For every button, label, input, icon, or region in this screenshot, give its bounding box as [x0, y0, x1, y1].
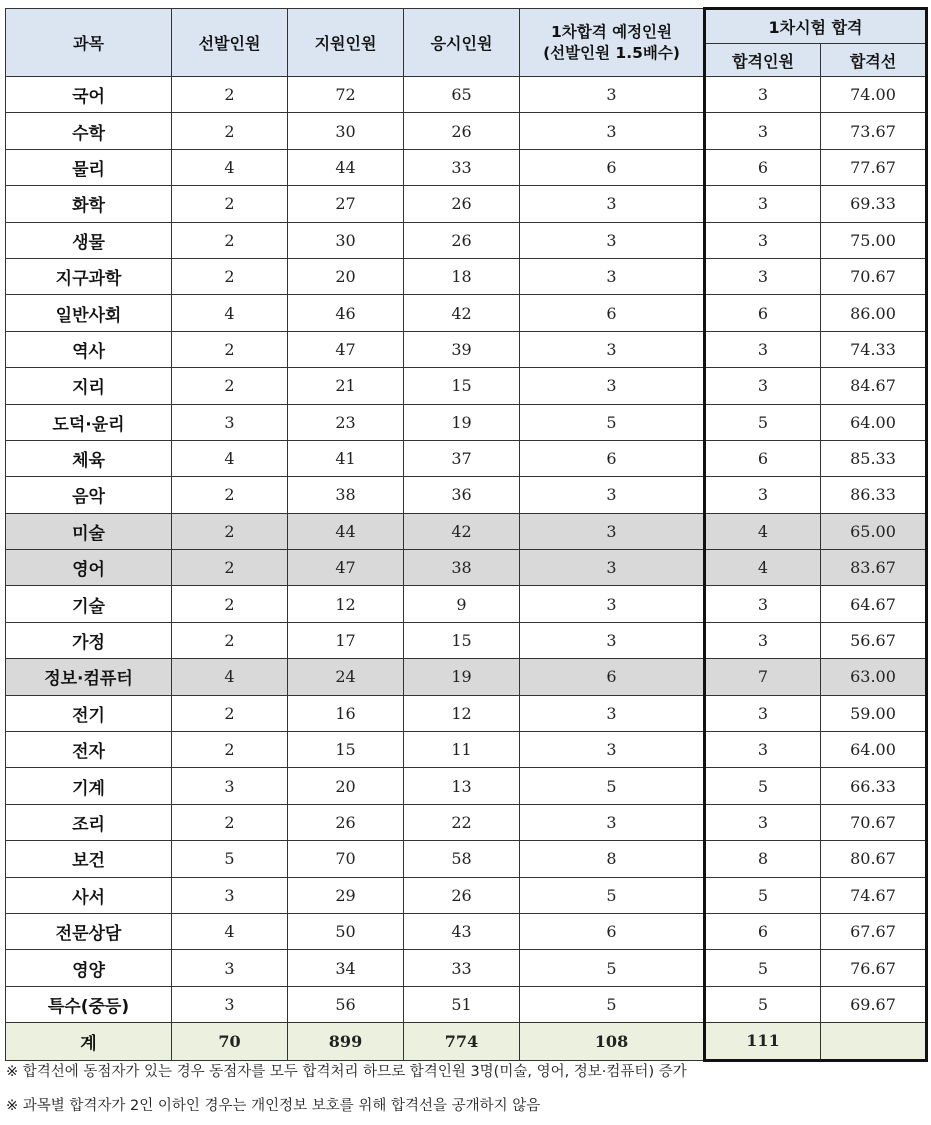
cell-passed: 4 — [705, 513, 821, 549]
cell-passed: 5 — [705, 877, 821, 913]
cell-applicants: 26 — [288, 804, 404, 840]
table-row — [6, 331, 927, 367]
cell-selection: 4 — [172, 149, 288, 185]
cell-examinees: 39 — [404, 331, 520, 367]
cell-selection: 2 — [172, 258, 288, 294]
cell-examinees: 26 — [404, 222, 520, 258]
header-passed: 합격인원 — [705, 44, 821, 77]
cell-passed: 4 — [705, 550, 821, 586]
cell-expected: 108 — [520, 1023, 705, 1060]
cell-subject: 전기 — [6, 695, 172, 731]
results-table-container — [5, 7, 926, 1062]
cell-subject: 지구과학 — [6, 258, 172, 294]
cell-passed: 3 — [705, 586, 821, 622]
cell-cutoff: 86.00 — [821, 295, 927, 331]
cell-expected: 3 — [520, 586, 705, 622]
cell-passed: 6 — [705, 440, 821, 476]
header-cutoff: 합격선 — [821, 44, 927, 77]
table-row — [6, 586, 927, 622]
cell-applicants: 17 — [288, 622, 404, 658]
cell-examinees: 11 — [404, 732, 520, 768]
table-row — [6, 77, 927, 113]
table-row — [6, 877, 927, 913]
footnote: ※ 합격선에 동점자가 있는 경우 동점자를 모두 합격처리 하므로 합격인원 3명(미술, 영어, 정보·컴퓨터) 증가 — [6, 1064, 687, 1080]
cell-applicants: 72 — [288, 77, 404, 113]
table-row — [6, 986, 927, 1022]
cell-expected: 3 — [520, 550, 705, 586]
cell-examinees: 26 — [404, 877, 520, 913]
cell-examinees: 26 — [404, 186, 520, 222]
cell-expected: 3 — [520, 477, 705, 513]
cell-subject: 조리 — [6, 804, 172, 840]
cell-applicants: 46 — [288, 295, 404, 331]
cell-cutoff: 56.67 — [821, 622, 927, 658]
cell-selection: 2 — [172, 804, 288, 840]
cell-passed: 5 — [705, 768, 821, 804]
cell-selection: 4 — [172, 659, 288, 695]
cell-expected: 5 — [520, 404, 705, 440]
cell-selection: 70 — [172, 1023, 288, 1060]
cell-subject: 생물 — [6, 222, 172, 258]
cell-subject: 지리 — [6, 368, 172, 404]
cell-cutoff: 66.33 — [821, 768, 927, 804]
cell-expected: 6 — [520, 659, 705, 695]
cell-cutoff: 70.67 — [821, 804, 927, 840]
cell-subject: 수학 — [6, 113, 172, 149]
table-row — [6, 186, 927, 222]
cell-examinees: 42 — [404, 513, 520, 549]
cell-cutoff: 75.00 — [821, 222, 927, 258]
cell-examinees: 18 — [404, 258, 520, 294]
cell-selection: 3 — [172, 404, 288, 440]
header-expected-line1: 1차합격 예정인원 — [551, 22, 672, 41]
cell-passed: 3 — [705, 222, 821, 258]
table-row — [6, 695, 927, 731]
cell-cutoff: 74.00 — [821, 77, 927, 113]
cell-applicants: 23 — [288, 404, 404, 440]
cell-selection: 3 — [172, 986, 288, 1022]
cell-expected: 5 — [520, 986, 705, 1022]
cell-applicants: 24 — [288, 659, 404, 695]
cell-examinees: 13 — [404, 768, 520, 804]
cell-passed: 3 — [705, 113, 821, 149]
cell-examinees: 33 — [404, 950, 520, 986]
cell-examinees: 9 — [404, 586, 520, 622]
cell-passed: 3 — [705, 258, 821, 294]
cell-selection: 2 — [172, 186, 288, 222]
table-row — [6, 550, 927, 586]
cell-subject: 보건 — [6, 841, 172, 877]
cell-passed: 8 — [705, 841, 821, 877]
cell-passed: 3 — [705, 186, 821, 222]
table-row — [6, 950, 927, 986]
cell-subject: 국어 — [6, 77, 172, 113]
cell-passed: 6 — [705, 295, 821, 331]
cell-cutoff: 70.67 — [821, 258, 927, 294]
cell-subject: 역사 — [6, 331, 172, 367]
cell-examinees: 38 — [404, 550, 520, 586]
cell-selection: 2 — [172, 368, 288, 404]
cell-passed: 3 — [705, 77, 821, 113]
cell-applicants: 56 — [288, 986, 404, 1022]
cell-subject: 도덕·윤리 — [6, 404, 172, 440]
cell-applicants: 34 — [288, 950, 404, 986]
cell-cutoff: 77.67 — [821, 149, 927, 185]
cell-examinees: 37 — [404, 440, 520, 476]
cell-cutoff: 63.00 — [821, 659, 927, 695]
cell-passed: 3 — [705, 804, 821, 840]
cell-expected: 5 — [520, 768, 705, 804]
cell-expected: 3 — [520, 695, 705, 731]
cell-subject: 특수(중등) — [6, 986, 172, 1022]
cell-selection: 2 — [172, 695, 288, 731]
cell-cutoff: 64.67 — [821, 586, 927, 622]
cell-applicants: 899 — [288, 1023, 404, 1060]
cell-selection: 2 — [172, 222, 288, 258]
table-row — [6, 222, 927, 258]
table-row — [6, 477, 927, 513]
cell-subject: 전문상담 — [6, 913, 172, 949]
header-group-first-exam: 1차시험 합격 — [705, 9, 927, 44]
cell-applicants: 70 — [288, 841, 404, 877]
cell-expected: 3 — [520, 186, 705, 222]
cell-subject: 계 — [6, 1023, 172, 1060]
cell-subject: 정보·컴퓨터 — [6, 659, 172, 695]
cell-subject: 물리 — [6, 149, 172, 185]
cell-passed: 3 — [705, 331, 821, 367]
cell-passed: 3 — [705, 368, 821, 404]
cell-applicants: 20 — [288, 258, 404, 294]
cell-selection: 4 — [172, 440, 288, 476]
cell-expected: 3 — [520, 368, 705, 404]
table-row — [6, 913, 927, 949]
table-row — [6, 113, 927, 149]
cell-subject: 기술 — [6, 586, 172, 622]
cell-expected: 6 — [520, 149, 705, 185]
cell-passed: 6 — [705, 913, 821, 949]
cell-cutoff: 64.00 — [821, 404, 927, 440]
cell-selection: 2 — [172, 513, 288, 549]
cell-expected: 6 — [520, 913, 705, 949]
cell-passed: 5 — [705, 404, 821, 440]
cell-examinees: 43 — [404, 913, 520, 949]
header-examinees: 응시인원 — [404, 9, 520, 77]
cell-selection: 2 — [172, 77, 288, 113]
table-row — [6, 732, 927, 768]
cell-expected: 5 — [520, 950, 705, 986]
cell-examinees: 774 — [404, 1023, 520, 1060]
cell-expected: 3 — [520, 331, 705, 367]
header-expected — [520, 9, 705, 77]
cell-applicants: 21 — [288, 368, 404, 404]
table-row — [6, 258, 927, 294]
cell-applicants: 12 — [288, 586, 404, 622]
table-row — [6, 659, 927, 695]
total-row — [6, 1023, 927, 1060]
cell-passed: 5 — [705, 986, 821, 1022]
table-row — [6, 368, 927, 404]
cell-examinees: 58 — [404, 841, 520, 877]
cell-selection: 3 — [172, 950, 288, 986]
cell-expected: 8 — [520, 841, 705, 877]
cell-selection: 4 — [172, 295, 288, 331]
cell-passed: 6 — [705, 149, 821, 185]
cell-applicants: 16 — [288, 695, 404, 731]
cell-subject: 화학 — [6, 186, 172, 222]
table-row — [6, 440, 927, 476]
header-applicants: 지원인원 — [288, 9, 404, 77]
cell-examinees: 51 — [404, 986, 520, 1022]
cell-selection: 3 — [172, 768, 288, 804]
cell-cutoff: 84.67 — [821, 368, 927, 404]
cell-cutoff: 83.67 — [821, 550, 927, 586]
cell-cutoff — [821, 1023, 927, 1060]
cell-examinees: 12 — [404, 695, 520, 731]
cell-applicants: 15 — [288, 732, 404, 768]
cell-applicants: 30 — [288, 222, 404, 258]
cell-expected: 3 — [520, 513, 705, 549]
cell-cutoff: 85.33 — [821, 440, 927, 476]
cell-applicants: 29 — [288, 877, 404, 913]
cell-passed: 3 — [705, 622, 821, 658]
table-row — [6, 295, 927, 331]
exam-results-table — [5, 7, 928, 1062]
cell-expected: 3 — [520, 113, 705, 149]
cell-cutoff: 69.67 — [821, 986, 927, 1022]
cell-applicants: 50 — [288, 913, 404, 949]
cell-cutoff: 67.67 — [821, 913, 927, 949]
table-header — [6, 9, 927, 77]
cell-selection: 2 — [172, 586, 288, 622]
cell-cutoff: 74.67 — [821, 877, 927, 913]
cell-selection: 4 — [172, 913, 288, 949]
cell-applicants: 20 — [288, 768, 404, 804]
cell-selection: 2 — [172, 113, 288, 149]
cell-examinees: 15 — [404, 368, 520, 404]
footnote: ※ 과목별 합격자가 2인 이하인 경우는 개인정보 보호를 위해 합격선을 공개하지 않음 — [6, 1098, 541, 1114]
cell-subject: 전자 — [6, 732, 172, 768]
cell-subject: 영어 — [6, 550, 172, 586]
cell-expected: 5 — [520, 877, 705, 913]
cell-expected: 3 — [520, 732, 705, 768]
cell-subject: 음악 — [6, 477, 172, 513]
cell-selection: 2 — [172, 331, 288, 367]
cell-cutoff: 76.67 — [821, 950, 927, 986]
table-row — [6, 768, 927, 804]
cell-applicants: 44 — [288, 149, 404, 185]
cell-subject: 기계 — [6, 768, 172, 804]
table-row — [6, 841, 927, 877]
cell-subject: 미술 — [6, 513, 172, 549]
cell-selection: 5 — [172, 841, 288, 877]
cell-cutoff: 64.00 — [821, 732, 927, 768]
table-row — [6, 404, 927, 440]
cell-selection: 2 — [172, 622, 288, 658]
cell-subject: 사서 — [6, 877, 172, 913]
cell-expected: 6 — [520, 440, 705, 476]
cell-cutoff: 65.00 — [821, 513, 927, 549]
cell-expected: 3 — [520, 622, 705, 658]
cell-passed: 3 — [705, 477, 821, 513]
cell-selection: 2 — [172, 732, 288, 768]
cell-passed: 3 — [705, 732, 821, 768]
cell-applicants: 41 — [288, 440, 404, 476]
cell-applicants: 30 — [288, 113, 404, 149]
cell-applicants: 38 — [288, 477, 404, 513]
cell-examinees: 22 — [404, 804, 520, 840]
cell-applicants: 47 — [288, 550, 404, 586]
cell-expected: 6 — [520, 295, 705, 331]
cell-cutoff: 86.33 — [821, 477, 927, 513]
cell-examinees: 36 — [404, 477, 520, 513]
cell-examinees: 26 — [404, 113, 520, 149]
cell-examinees: 42 — [404, 295, 520, 331]
cell-examinees: 15 — [404, 622, 520, 658]
cell-applicants: 44 — [288, 513, 404, 549]
table-row — [6, 804, 927, 840]
cell-passed: 5 — [705, 950, 821, 986]
cell-passed: 7 — [705, 659, 821, 695]
table-row — [6, 513, 927, 549]
cell-examinees: 19 — [404, 659, 520, 695]
cell-passed: 111 — [705, 1023, 821, 1060]
cell-selection: 2 — [172, 477, 288, 513]
cell-expected: 3 — [520, 804, 705, 840]
footnotes — [6, 1057, 927, 1125]
cell-cutoff: 74.33 — [821, 331, 927, 367]
cell-examinees: 19 — [404, 404, 520, 440]
cell-selection: 3 — [172, 877, 288, 913]
cell-subject: 영양 — [6, 950, 172, 986]
header-subject: 과목 — [6, 9, 172, 77]
cell-subject: 체육 — [6, 440, 172, 476]
cell-expected: 3 — [520, 222, 705, 258]
cell-cutoff: 80.67 — [821, 841, 927, 877]
cell-applicants: 47 — [288, 331, 404, 367]
cell-subject: 일반사회 — [6, 295, 172, 331]
cell-subject: 가정 — [6, 622, 172, 658]
header-expected-line2: (선발인원 1.5배수) — [543, 43, 680, 62]
cell-passed: 3 — [705, 695, 821, 731]
cell-expected: 3 — [520, 77, 705, 113]
cell-cutoff: 59.00 — [821, 695, 927, 731]
cell-selection: 2 — [172, 550, 288, 586]
header-selection: 선발인원 — [172, 9, 288, 77]
cell-expected: 3 — [520, 258, 705, 294]
cell-cutoff: 69.33 — [821, 186, 927, 222]
cell-cutoff: 73.67 — [821, 113, 927, 149]
table-body — [6, 77, 927, 1061]
table-row — [6, 149, 927, 185]
table-row — [6, 622, 927, 658]
cell-examinees: 33 — [404, 149, 520, 185]
cell-applicants: 27 — [288, 186, 404, 222]
cell-examinees: 65 — [404, 77, 520, 113]
